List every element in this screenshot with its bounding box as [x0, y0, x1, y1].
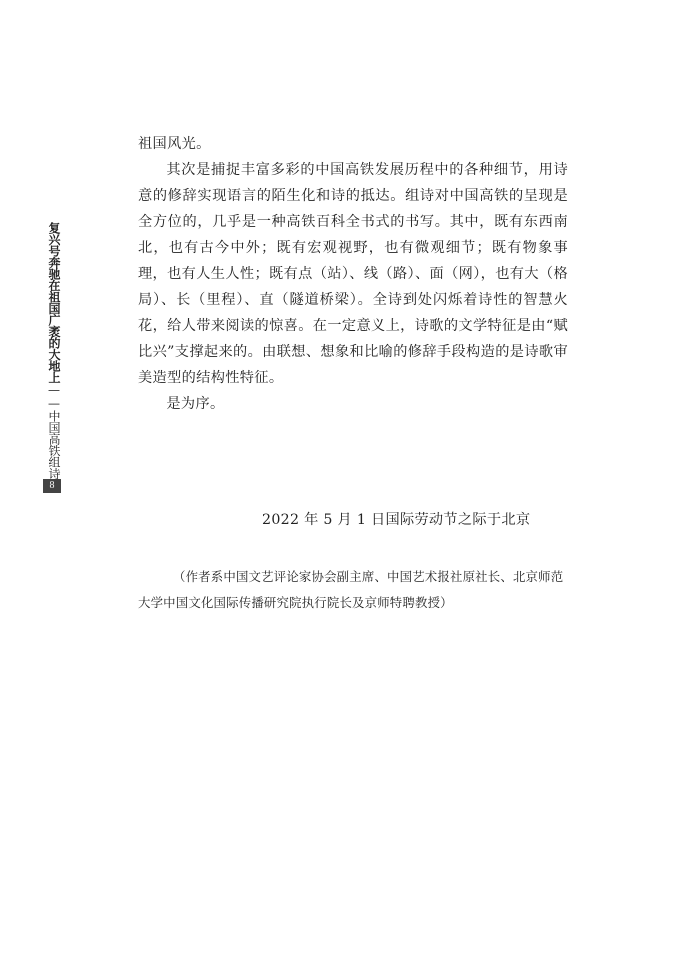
- signature-date: 2022 年 5 月 1 日国际劳动节之际于北京: [262, 512, 531, 528]
- running-header-title: 复兴号奔驰在祖国广袤的大地上: [47, 222, 61, 383]
- running-header-separator: ——: [47, 383, 61, 410]
- author-note-line-1: （作者系中国文艺评论家协会副主席、中国艺术报社原社长、北京师范: [173, 569, 564, 584]
- paragraph-closing: 是为序。: [166, 396, 225, 412]
- paragraph-continuation: 祖国风光。: [138, 136, 211, 152]
- author-note-line-2: 大学中国文化国际传播研究院执行院长及京师特聘教授）: [138, 595, 453, 610]
- author-note: [138, 564, 568, 616]
- page-number: 8: [43, 479, 61, 493]
- main-text: [138, 131, 568, 417]
- running-header: [42, 222, 64, 479]
- running-header-subtitle: 中国高铁组诗: [47, 410, 61, 479]
- paragraph-main: 其次是捕捉丰富多彩的中国高铁发展历程中的各种细节，用诗意的修辞实现语言的陌生化和诗的抵达。组诗对中国高铁的呈现是全方位的，几乎是一种高铁百科全书式的书写。其中，既有东西南北，也有古今中外；既有宏观视野，也有微观细节；既有物象事理，也有人生人性；既有点（站）、线（路）、面（网），也有大（格局）、长（里程）、直（隧道桥梁）。全诗到处闪烁着诗性的智慧火花，给人带来阅读的惊喜。在一定意义上，诗歌的文学特征是由“赋比兴”支撑起来的。由联想、想象和比喻的修辞手段构造的是诗歌审美造型的结构性特征。: [138, 162, 568, 386]
